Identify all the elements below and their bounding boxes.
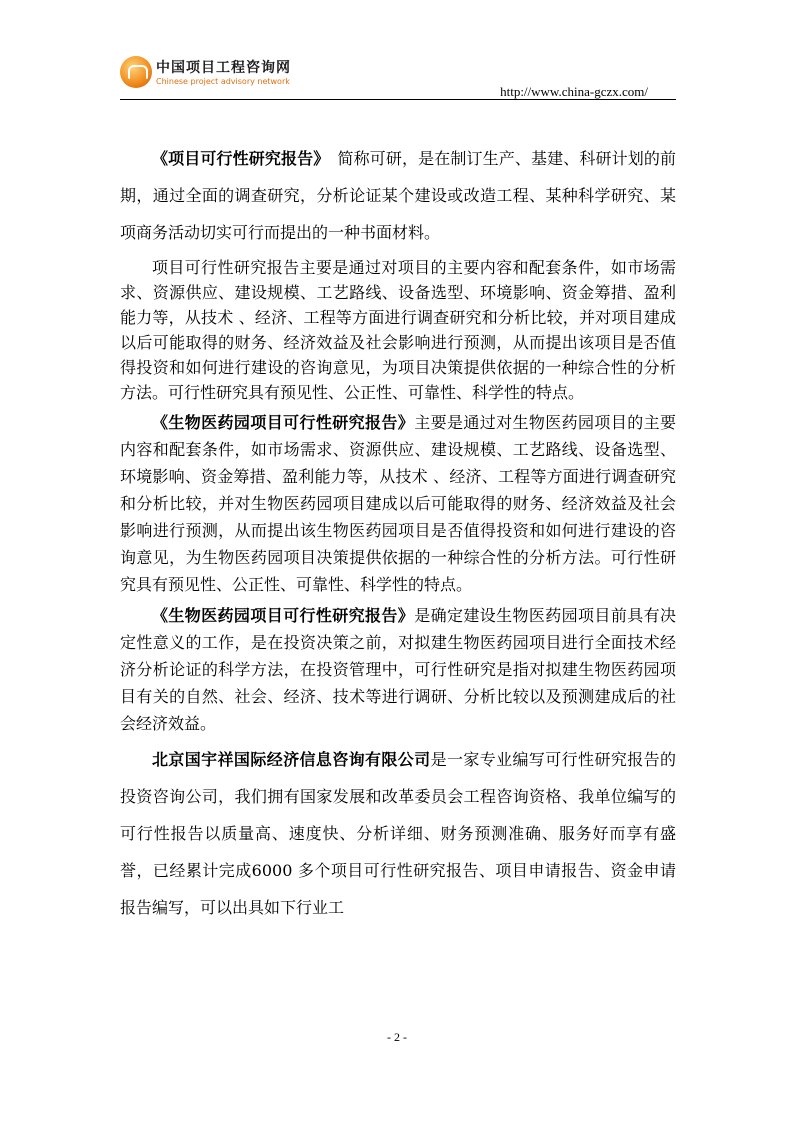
paragraph-text: 是确定建设生物医药园项目前具有决定性意义的工作，是在投资决策之前，对拟建生物医药园项目进行全面技术经济分析论证的科学方法，在投资管理中，可行性研究是指对拟建生物医药园项目有关的自然、社会、经济、技术等进行调研、分析比较以及预测建成后的社会经济效益。	[120, 606, 676, 733]
paragraph-biopharma-report	[120, 409, 676, 598]
paragraph-text: 简称可研，是在制订生产、基建、科研计划的前期，通过全面的调查研究，分析论证某个建设或改造工程、某种科学研究、某项商务活动切实可行而提出的一种书面材料。	[120, 149, 676, 242]
paragraph-lead: 北京国宇祥国际经济信息咨询有限公司	[152, 750, 431, 769]
paragraph-lead: 《项目可行性研究报告》	[152, 149, 322, 168]
page-number: - 2 -	[387, 1030, 407, 1044]
paragraph-lead: 《生物医药园项目可行性研究报告》	[152, 606, 415, 625]
paragraph-intro	[120, 140, 676, 251]
paragraph-lead: 《生物医药园项目可行性研究报告》	[152, 413, 415, 432]
logo-subtitle: Chinese project advisory network	[156, 77, 290, 86]
header-url-link[interactable]: http://www.china-gczx.com/	[500, 84, 648, 99]
paragraph-text: 项目可行性研究报告主要是通过对项目的主要内容和配套条件，如市场需求、资源供应、建设规模、工艺路线、设备选型、环境影响、资金筹措、盈利能力等，从技术 、经济、工程等方面进行调查研究和分析比较，并对项目建成以后可能取得的财务、经济效益及社会影响进行预测，从而提出该项目是否值得投资和如何进行建设的咨询意见，为项目决策提供依据的一种综合性的分析方法。可行性研究具有预见性、公正性、可靠性、科学性的特点。	[120, 258, 676, 402]
paragraph-text: 是一家专业编写可行性研究报告的投资咨询公司，我们拥有国家发展和改革委员会工程咨询资格、我单位编写的可行性报告以质量高、速度快、分析详细、财务预测准确、服务好而享有盛誉，已经累计完成6000 多个项目可行性研究报告、项目申请报告、资金申请报告编写，可以出具如下行业工	[120, 750, 676, 917]
site-logo[interactable]	[120, 56, 300, 96]
page-header	[120, 54, 676, 100]
paragraph-definition	[120, 255, 676, 405]
logo-emblem-icon	[120, 56, 152, 88]
paragraph-text: 主要是通过对生物医药园项目的主要内容和配套条件，如市场需求、资源供应、建设规模、工艺路线、设备选型、环境影响、资金筹措、盈利能力等，从技术 、经济、工程等方面进行调查研究和分析比较，并对生物医药园项目建成以后可能取得的财务、经济效益及社会影响进行预测，从而提出该生物医药园项目是否值得投资和如何进行建设的咨询意见，为生物医药园项目决策提供依据的一种综合性的分析方法。可行性研究具有预见性、公正性、可靠性、科学性的特点。	[120, 413, 676, 594]
header-divider	[120, 99, 676, 100]
logo-title: 中国项目工程咨询网	[156, 60, 291, 76]
paragraph-company	[120, 741, 676, 926]
paragraph-biopharma-significance	[120, 602, 676, 737]
document-body	[120, 140, 676, 926]
